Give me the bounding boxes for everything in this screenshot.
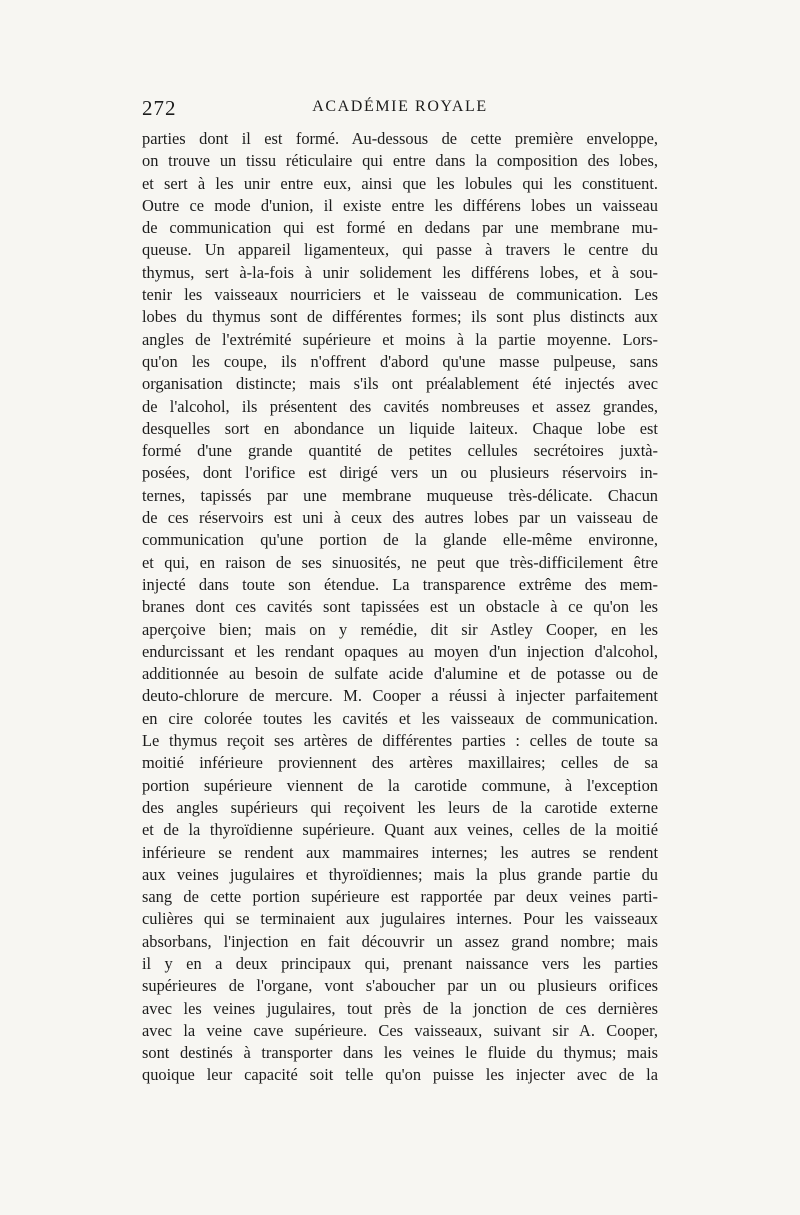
text-line: on trouve un tissu réticulaire qui entre dans la composition des lobes, [142, 151, 658, 171]
text-line: des angles supérieurs qui reçoivent les leurs de la carotide externe [142, 797, 658, 817]
text-line: Le thymus reçoit ses artères de différentes parties : celles de toute sa [142, 731, 658, 751]
text-line: quoique leur capacité soit telle qu'on puisse les injecter avec de la [142, 1065, 658, 1085]
text-line: desquelles sort en abondance un liquide laiteux. Chaque lobe est [142, 418, 658, 438]
text-line: de communication qui est formé en dedans par une membrane mu- [142, 218, 658, 238]
text-line: et qui, en raison de ses sinuosités, ne peut que très-difficilement être [142, 552, 658, 572]
text-line: thymus, sert à-la-fois à unir solidement les différens lobes, et à sou- [142, 262, 658, 282]
text-line: queuse. Un appareil ligamenteux, qui passe à travers le centre du [142, 240, 658, 260]
text-line: additionnée au besoin de sulfate acide d'alumine et de potasse ou de [142, 664, 658, 684]
text-line: organisation distincte; mais s'ils ont préalablement été injectés avec [142, 374, 658, 394]
text-line: communication qu'une portion de la glande elle-même environne, [142, 530, 658, 550]
text-line: tenir les vaisseaux nourriciers et le vaisseau de communication. Les [142, 285, 658, 305]
page-number: 272 [142, 96, 177, 120]
text-line: supérieures de l'organe, vont s'aboucher par un ou plusieurs orifices [142, 976, 658, 996]
text-line: formé d'une grande quantité de petites cellules secrétoires juxtà- [142, 441, 658, 461]
text-line: angles de l'extrémité supérieure et moins à la partie moyenne. Lors- [142, 329, 658, 349]
text-line: culières qui se terminaient aux jugulaires internes. Pour les vaisseaux [142, 909, 658, 929]
text-line: aux veines jugulaires et thyroïdiennes; mais la plus grande partie du [142, 864, 658, 884]
text-line: moitié inférieure proviennent des artères maxillaires; celles de sa [142, 753, 658, 773]
text-line: qu'on les coupe, ils n'offrent d'abord qu'une masse pulpeuse, sans [142, 351, 658, 371]
text-line: Outre ce mode d'union, il existe entre les différens lobes un vaisseau [142, 195, 658, 215]
text-line: en cire colorée toutes les cavités et les vaisseaux de communication. [142, 708, 658, 728]
text-line: sang de cette portion supérieure est rapportée par deux veines parti- [142, 887, 658, 907]
text-line: injecté dans toute son étendue. La transparence extrême des mem- [142, 574, 658, 594]
running-head: ACADÉMIE ROYALE [312, 98, 488, 115]
text-line: et de la thyroïdienne supérieure. Quant aux veines, celles de la moitié [142, 820, 658, 840]
text-line: parties dont il est formé. Au-dessous de cette première enveloppe, [142, 129, 658, 148]
text-line: branes dont ces cavités sont tapissées est un obstacle à ce qu'on les [142, 597, 658, 617]
text-line: deuto-chlorure de mercure. M. Cooper a réussi à injecter parfaitement [142, 686, 658, 706]
page-header [142, 96, 658, 126]
text-line: aperçoive bien; mais on y remédie, dit sir Astley Cooper, en les [142, 619, 658, 639]
text-line: lobes du thymus sont de différentes formes; ils sont plus distincts aux [142, 307, 658, 327]
text-line: inférieure se rendent aux mammaires internes; les autres se rendent [142, 842, 658, 862]
text-line: sont destinés à transporter dans les veines le fluide du thymus; mais [142, 1043, 658, 1063]
text-line: portion supérieure viennent de la carotide commune, à l'exception [142, 775, 658, 795]
text-line: il y en a deux principaux qui, prenant naissance vers les parties [142, 953, 658, 973]
text-line: de l'alcohol, ils présentent des cavités nombreuses et assez grandes, [142, 396, 658, 416]
text-line: avec les veines jugulaires, tout près de la jonction de ces dernières [142, 998, 658, 1018]
text-line: ternes, tapissés par une membrane muqueuse très-délicate. Chacun [142, 485, 658, 505]
text-line: absorbans, l'injection en fait découvrir un assez grand nombre; mais [142, 931, 658, 951]
body-text [142, 128, 658, 1087]
text-line: de ces réservoirs est uni à ceux des autres lobes par un vaisseau de [142, 508, 658, 528]
text-line: avec la veine cave supérieure. Ces vaisseaux, suivant sir A. Cooper, [142, 1020, 658, 1040]
text-line: et sert à les unir entre eux, ainsi que les lobules qui les constituent. [142, 173, 658, 193]
text-line: posées, dont l'orifice est dirigé vers un ou plusieurs réservoirs in- [142, 463, 658, 483]
text-line: endurcissant et les rendant opaques au moyen d'un injection d'alcohol, [142, 641, 658, 661]
